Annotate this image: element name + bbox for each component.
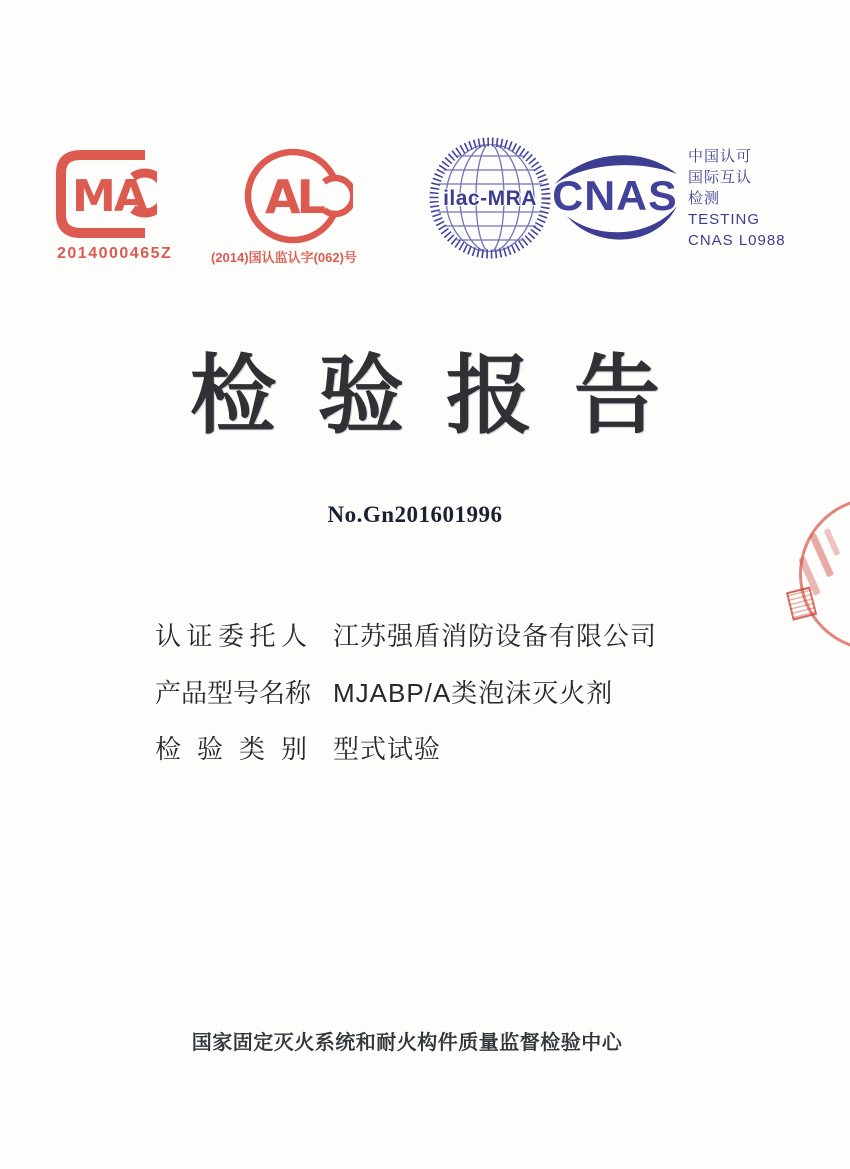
accreditation-line: 中国认可 [688, 148, 753, 165]
svg-text:MA: MA [72, 171, 146, 222]
field-row-product-model [155, 673, 613, 710]
accreditation-line: CNAS L0988 [688, 232, 786, 249]
field-row-applicant [155, 616, 657, 653]
accreditation-text-block [688, 146, 786, 251]
field-value: 江苏强盾消防设备有限公司 [333, 621, 658, 651]
field-label: 认证委托人 [155, 621, 307, 651]
cal-letters: AL [265, 170, 322, 224]
cma-mark-icon [55, 147, 157, 241]
accreditation-line: 检测 [688, 190, 721, 207]
ilac-mra-label: ilac-MRA [443, 187, 537, 210]
field-value: 型式试验 [333, 734, 442, 764]
cal-mark-icon [241, 145, 353, 247]
cal-caption: (2014)国认监认字(062)号 [211, 250, 357, 265]
issuing-organization: 国家固定灭火系统和耐火构件质量监督检验中心 [191, 1032, 623, 1054]
cnas-label: CNAS [552, 172, 678, 219]
field-label: 产品型号名称 [155, 678, 312, 708]
page-title: 检验报告 [190, 346, 702, 446]
accreditation-line: 国际互认 [688, 169, 753, 186]
field-value: MJABP/A类泡沫灭火剂 [333, 678, 614, 708]
cma-serial-number: 2014000465Z [57, 245, 173, 262]
field-label: 检验类别 [155, 734, 307, 764]
accreditation-line: TESTING [688, 211, 761, 228]
field-row-test-category [155, 729, 441, 766]
report-number: No.Gn201601996 [327, 502, 503, 527]
